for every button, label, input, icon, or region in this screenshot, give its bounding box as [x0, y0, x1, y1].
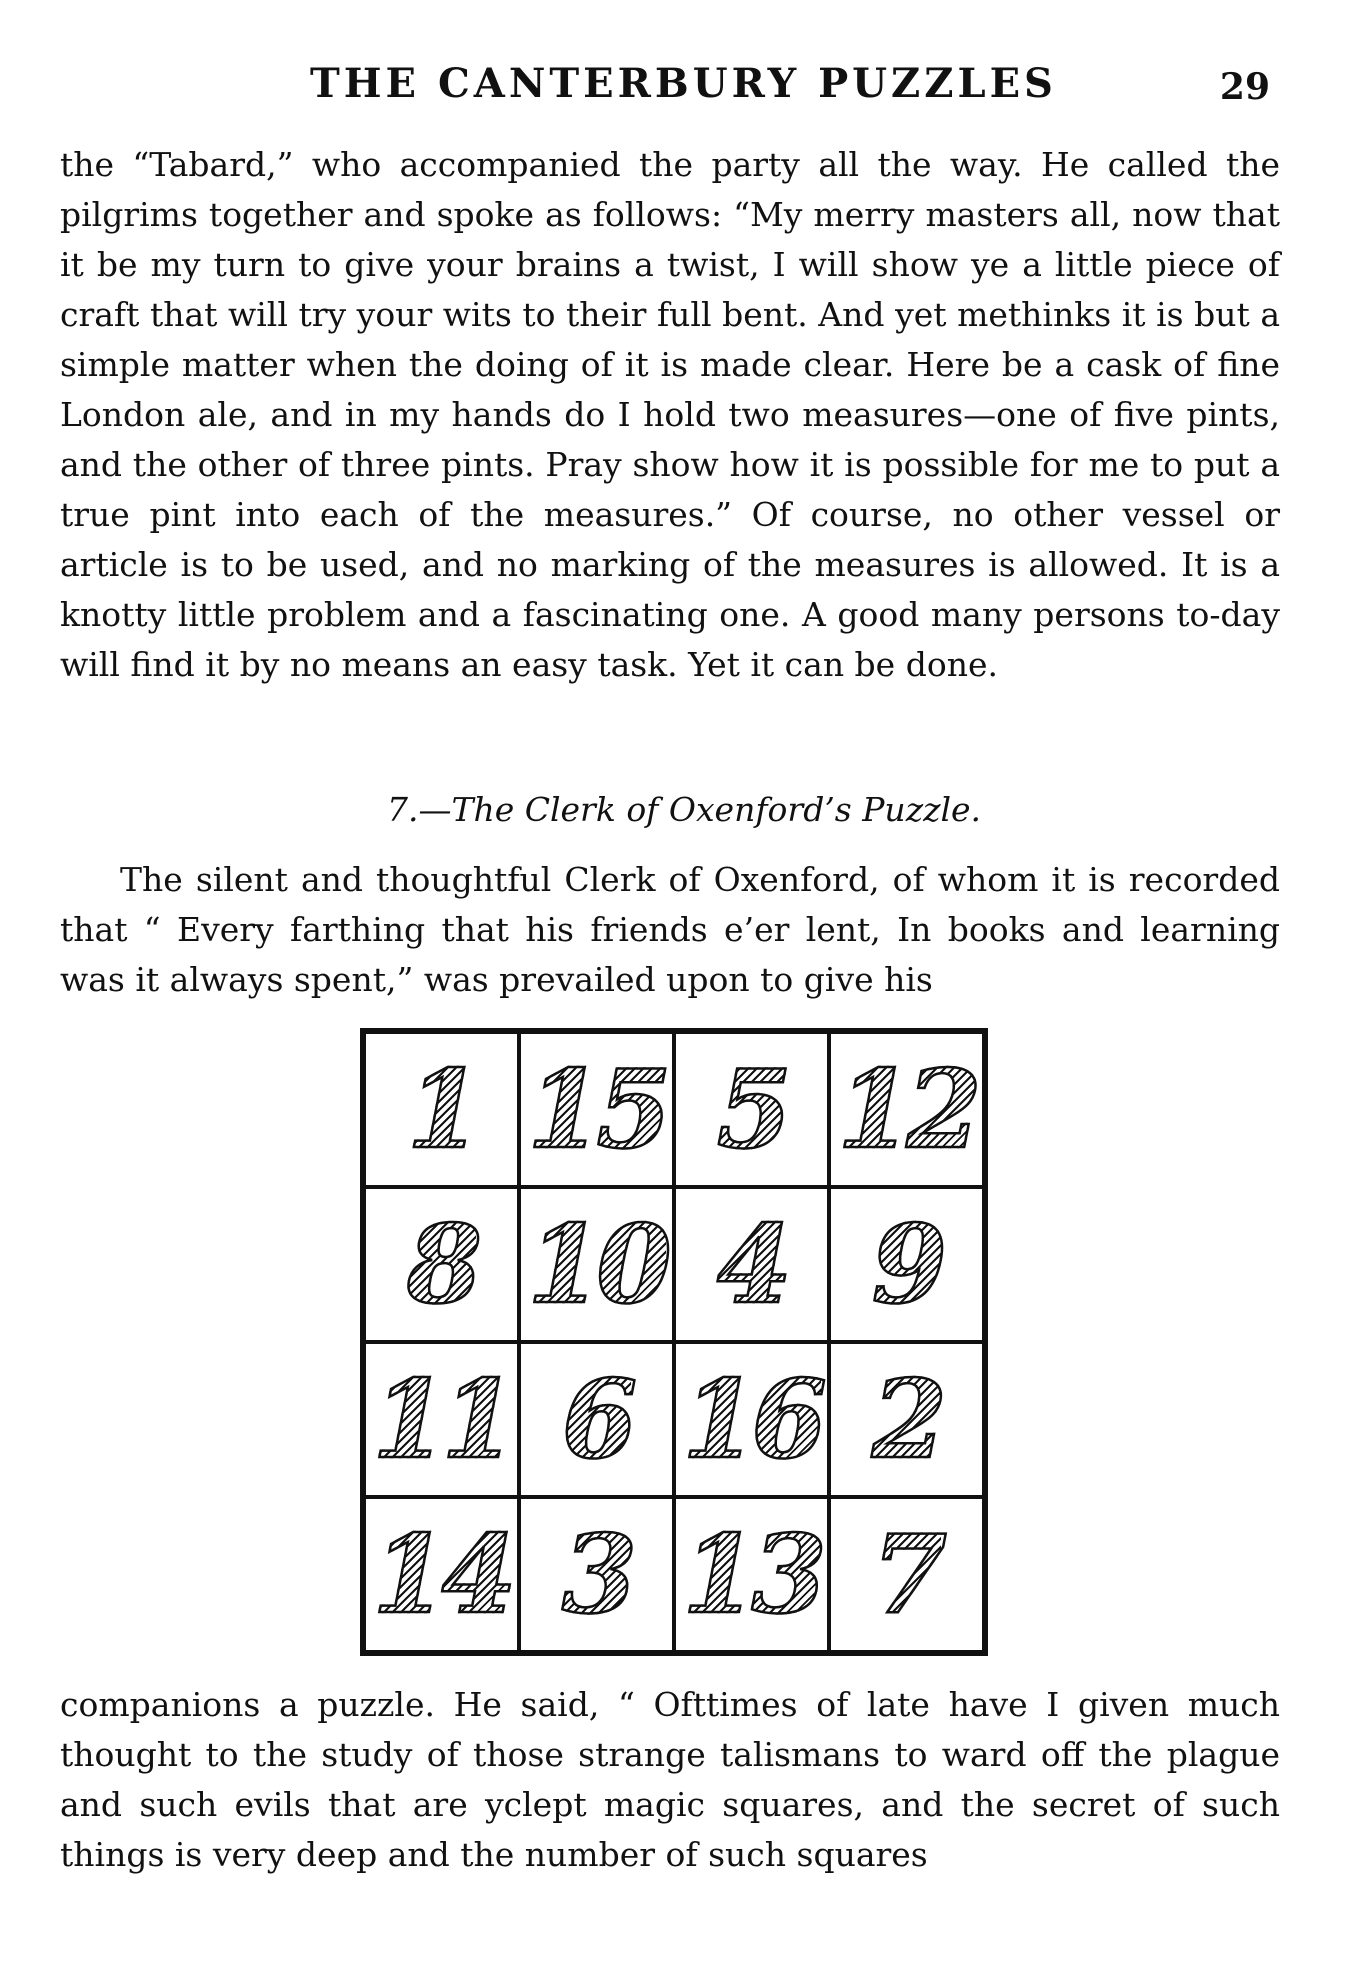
cell-number: 12 [837, 1046, 976, 1173]
cell-number: 11 [372, 1356, 511, 1483]
cell-number: 14 [372, 1511, 511, 1638]
magic-square-cell [519, 1187, 674, 1342]
running-head [60, 60, 1270, 120]
magic-square-cell [829, 1497, 984, 1652]
text-block-top [60, 140, 1280, 690]
cell-number: 4 [716, 1201, 787, 1328]
magic-square-cell [829, 1187, 984, 1342]
paragraph-tabard: the “Tabard,” who accompanied the party all the way. He called the pilgrims together and spoke as follows: “My merry masters all, now that it be my turn to give your brains a twist, I will show ye a little piece of craft that will try your wits to their full bent. And yet methinks it is but a simple matter when the doing of it is made clear. Here be a cask of fine London ale, and in my hands do I hold two measures—one of five pints, and the other of three pints. Pray show how it is possible for me to put a true pint into each of the measures.” Of course, no other vessel or article is to be used, and no marking of the measures is allowed. It is a knotty little problem and a fascinating one. A good many persons to-day will find it by no means an easy task. Yet it can be done. [60, 145, 1280, 684]
cell-number: 8 [406, 1201, 477, 1328]
magic-square-cell [364, 1497, 519, 1652]
paragraph-clerk-intro: The silent and thoughtful Clerk of Oxenford, of whom it is recorded that “ Every farthing that his friends e’er lent, In books and learning was it always spent,” was prevailed upon to give his [60, 860, 1280, 999]
cell-number: 16 [682, 1356, 821, 1483]
magic-square-cell [674, 1497, 829, 1652]
cell-number: 10 [527, 1201, 666, 1328]
text-block-mid [60, 855, 1280, 1005]
cell-number: 5 [716, 1046, 787, 1173]
paragraph-clerk-puzzle: companions a puzzle. He said, “ Ofttimes of late have I given much thought to the study of those strange talismans to ward off the plague and such evils that are yclept magic squares, and the secret of such things is very deep and the number of such squares [60, 1685, 1280, 1874]
magic-square-cell [674, 1187, 829, 1342]
cell-number: 9 [871, 1201, 942, 1328]
cell-number: 6 [561, 1356, 632, 1483]
cell-number: 7 [871, 1511, 942, 1638]
magic-square-cell [674, 1032, 829, 1187]
cell-number: 3 [561, 1511, 632, 1638]
magic-square-figure [360, 1028, 988, 1656]
cell-number: 13 [682, 1511, 821, 1638]
cell-number: 1 [406, 1046, 477, 1173]
magic-square-cell [829, 1032, 984, 1187]
magic-square-cell [519, 1497, 674, 1652]
magic-square-cell [519, 1342, 674, 1497]
magic-square-cell [674, 1342, 829, 1497]
page-number: 29 [1219, 66, 1270, 108]
magic-square-cell [829, 1342, 984, 1497]
cell-number: 15 [527, 1046, 666, 1173]
text-block-bottom [60, 1680, 1280, 1880]
magic-square-cell [364, 1187, 519, 1342]
magic-square-cell [364, 1032, 519, 1187]
running-title: THE CANTERBURY PUZZLES [310, 60, 1057, 107]
section-heading: 7.—The Clerk of Oxenford’s Puzzle. [386, 790, 982, 829]
magic-square-cell [519, 1032, 674, 1187]
magic-square-cell [364, 1342, 519, 1497]
cell-number: 2 [871, 1356, 942, 1483]
